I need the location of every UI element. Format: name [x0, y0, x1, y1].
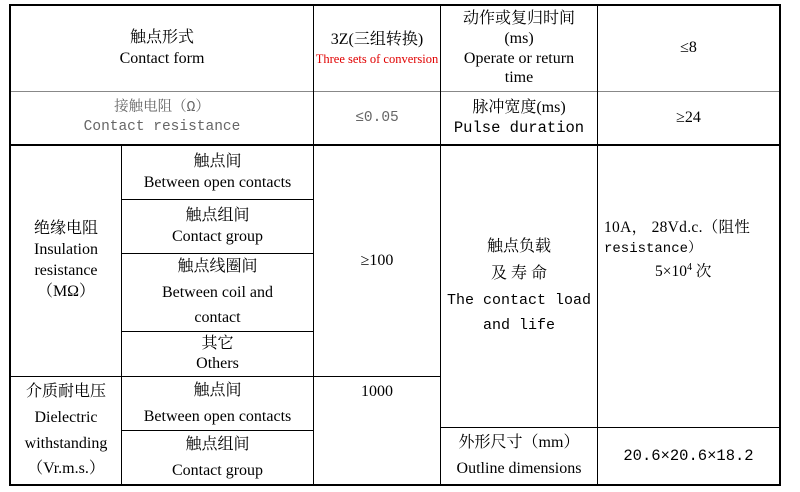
contact-load-value-line-1: 10A， 28Vd.c.（阻性 [604, 219, 751, 236]
dielectric-label [11, 377, 121, 484]
dielectric-label-unit: （Vr.m.s.） [27, 460, 105, 478]
insulation-item [122, 146, 313, 199]
insulation-label-en-1: Insulation [34, 241, 98, 259]
contact-load-label-cn-2: 及 寿 命 [490, 265, 547, 283]
operate-time-label [441, 6, 597, 91]
contact-form-value-note: Three sets of conversion [315, 52, 439, 67]
dielectric-label-en-2: withstanding [24, 434, 108, 452]
operate-time-label-unit: (ms) [504, 29, 534, 47]
insulation-item-cn: 其它 [201, 335, 234, 353]
dielectric-item-en: Between open contacts [143, 407, 292, 425]
insulation-item [122, 254, 313, 331]
outline-dimensions-label-en: Outline dimensions [456, 460, 582, 477]
insulation-item [122, 332, 313, 376]
pulse-duration-value [598, 92, 779, 144]
insulation-label-unit: （MΩ） [36, 282, 96, 300]
contact-load-value-line-3 [604, 260, 776, 283]
dielectric-item [122, 377, 313, 430]
operate-time-value-text: ≤8 [680, 39, 697, 57]
insulation-item-cn: 触点间 [193, 152, 242, 170]
dielectric-item-cn: 触点间 [193, 381, 242, 399]
dielectric-item [122, 431, 313, 484]
operate-time-value [598, 6, 779, 91]
dielectric-item-cn: 触点组间 [185, 435, 250, 453]
insulation-item-cn: 触点组间 [185, 206, 250, 224]
pulse-duration-label-cn: 脉冲宽度(ms) [472, 98, 566, 116]
contact-form-value-text: 3Z(三组转换) [330, 31, 424, 49]
contact-load-life-exponent: 4 [687, 262, 692, 274]
contact-form-label-cn: 触点形式 [129, 28, 194, 46]
contact-resistance-value-text: ≤0.05 [355, 109, 399, 126]
contact-load-life-base: 5×10 [655, 263, 687, 281]
outline-dimensions-label [441, 428, 597, 484]
insulation-item-en: Contact group [171, 227, 264, 245]
contact-form-value [314, 6, 440, 91]
contact-resistance-label [11, 92, 313, 144]
outline-dimensions-label-cn: 外形尺寸（mm） [458, 434, 580, 452]
outline-dimensions-value-text: 20.6×20.6×18.2 [623, 446, 754, 465]
operate-time-label-en-1: Operate or return [463, 49, 575, 67]
insulation-item [122, 200, 313, 253]
contact-resistance-label-cn: 接触电阻（Ω） [114, 100, 210, 117]
pulse-duration-label [441, 92, 597, 144]
contact-load-value-line-2: resistance） [604, 241, 703, 258]
outline-dimensions-value [598, 428, 779, 484]
grid-line [779, 4, 781, 486]
grid-line [9, 484, 781, 486]
insulation-label-cn: 绝缘电阻 [33, 220, 98, 238]
dielectric-value [314, 383, 440, 401]
operate-time-label-en-2: time [504, 69, 534, 87]
dielectric-value-text: 1000 [361, 383, 393, 400]
contact-resistance-value [314, 92, 440, 144]
insulation-item-en: Others [196, 355, 239, 372]
contact-form-label [11, 6, 313, 91]
dielectric-item-en: Contact group [171, 461, 264, 479]
contact-form-label-en: Contact form [119, 49, 205, 67]
insulation-value-text: ≥100 [360, 251, 394, 269]
insulation-resistance-label [11, 146, 121, 376]
contact-load-label [441, 146, 597, 427]
contact-resistance-label-en: Contact resistance [83, 119, 241, 135]
insulation-item-en: Between coil and contact [161, 283, 274, 327]
insulation-item-en: Between open contacts [143, 173, 292, 191]
insulation-label-en-2: resistance [34, 262, 98, 279]
dielectric-label-en-1: Dielectric [34, 408, 98, 426]
contact-load-value [604, 216, 776, 284]
contact-load-life-suffix: 次 [692, 263, 712, 281]
operate-time-label-cn: 动作或复归时间 [462, 10, 575, 28]
contact-load-label-en-2: and life [482, 317, 555, 335]
insulation-item-cn: 触点线圈间 [177, 257, 258, 275]
pulse-duration-label-en: Pulse duration [453, 119, 585, 138]
insulation-value [314, 146, 440, 376]
dielectric-label-cn: 介质耐电压 [25, 382, 106, 400]
contact-load-label-cn-1: 触点负载 [486, 238, 551, 256]
contact-load-label-en-1: The contact load [446, 292, 592, 310]
pulse-duration-value-text: ≥24 [676, 108, 701, 126]
